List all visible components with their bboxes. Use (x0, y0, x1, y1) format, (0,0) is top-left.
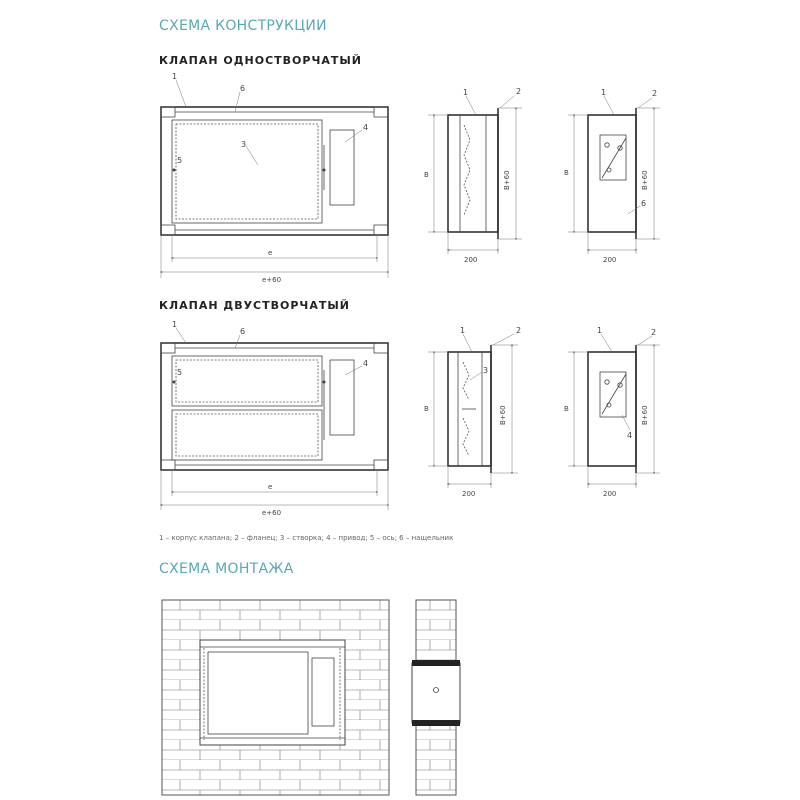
dl-side-dim-depth: 200 (462, 490, 476, 498)
dl-back-dim-b60: B+60 (641, 405, 649, 425)
back-dim-b60: B+60 (641, 170, 649, 190)
callout-body: 1 (172, 72, 178, 81)
dl-dim-width-flange: e+60 (262, 509, 282, 517)
dl-callout-actuator: 4 (363, 359, 369, 368)
dim-width: e (268, 249, 273, 257)
callout-axis: 5 (177, 156, 183, 165)
dim-width-flange: e+60 (262, 276, 282, 284)
legend-text: 1 – корпус клапана; 2 – фланец; 3 – створка; 4 – привод; 5 – ось; 6 – нащельник (159, 534, 454, 542)
construction-section-title: СХЕМА КОНСТРУКЦИИ (159, 18, 327, 34)
dl-back-dim-b: B (564, 405, 569, 413)
dl-back-callout-flange: 2 (651, 328, 657, 337)
dl-side-dim-b: B (424, 405, 429, 413)
single-leaf-front-view (161, 80, 388, 278)
callout-leaf: 3 (241, 140, 247, 149)
side-dim-b: B (424, 171, 429, 179)
callout-seal: 6 (240, 84, 246, 93)
side-callout-body: 1 (463, 88, 469, 97)
back-dim-b: B (564, 169, 569, 177)
dl-back-callout-body: 1 (597, 326, 603, 335)
side-dim-depth: 200 (464, 256, 478, 264)
dl-callout-seal: 6 (240, 327, 246, 336)
side-dim-b60: B+60 (503, 170, 511, 190)
dl-side-callout-body: 1 (460, 326, 466, 335)
dl-back-callout-actuator: 4 (627, 431, 633, 440)
installation-section-view (412, 600, 460, 795)
dl-side-callout-flange: 2 (516, 326, 522, 335)
installation-front-view (162, 600, 389, 795)
back-callout-body: 1 (601, 88, 607, 97)
dl-callout-axis: 5 (177, 368, 183, 377)
callout-actuator: 4 (363, 123, 369, 132)
installation-section-title: СХЕМА МОНТАЖА (159, 561, 294, 577)
back-dim-depth: 200 (603, 256, 617, 264)
double-leaf-front-view (161, 328, 388, 510)
dl-side-dim-b60: B+60 (499, 405, 507, 425)
dl-callout-body: 1 (172, 320, 178, 329)
double-leaf-title: КЛАПАН ДВУСТВОРЧАТЫЙ (159, 299, 350, 312)
single-leaf-title: КЛАПАН ОДНОСТВОРЧАТЫЙ (159, 54, 362, 67)
dl-back-dim-depth: 200 (603, 490, 617, 498)
back-callout-flange: 2 (652, 89, 658, 98)
dl-side-callout-leaf: 3 (483, 366, 489, 375)
side-callout-flange: 2 (516, 87, 522, 96)
dl-dim-width: e (268, 483, 273, 491)
back-callout-seal: 6 (641, 199, 647, 208)
